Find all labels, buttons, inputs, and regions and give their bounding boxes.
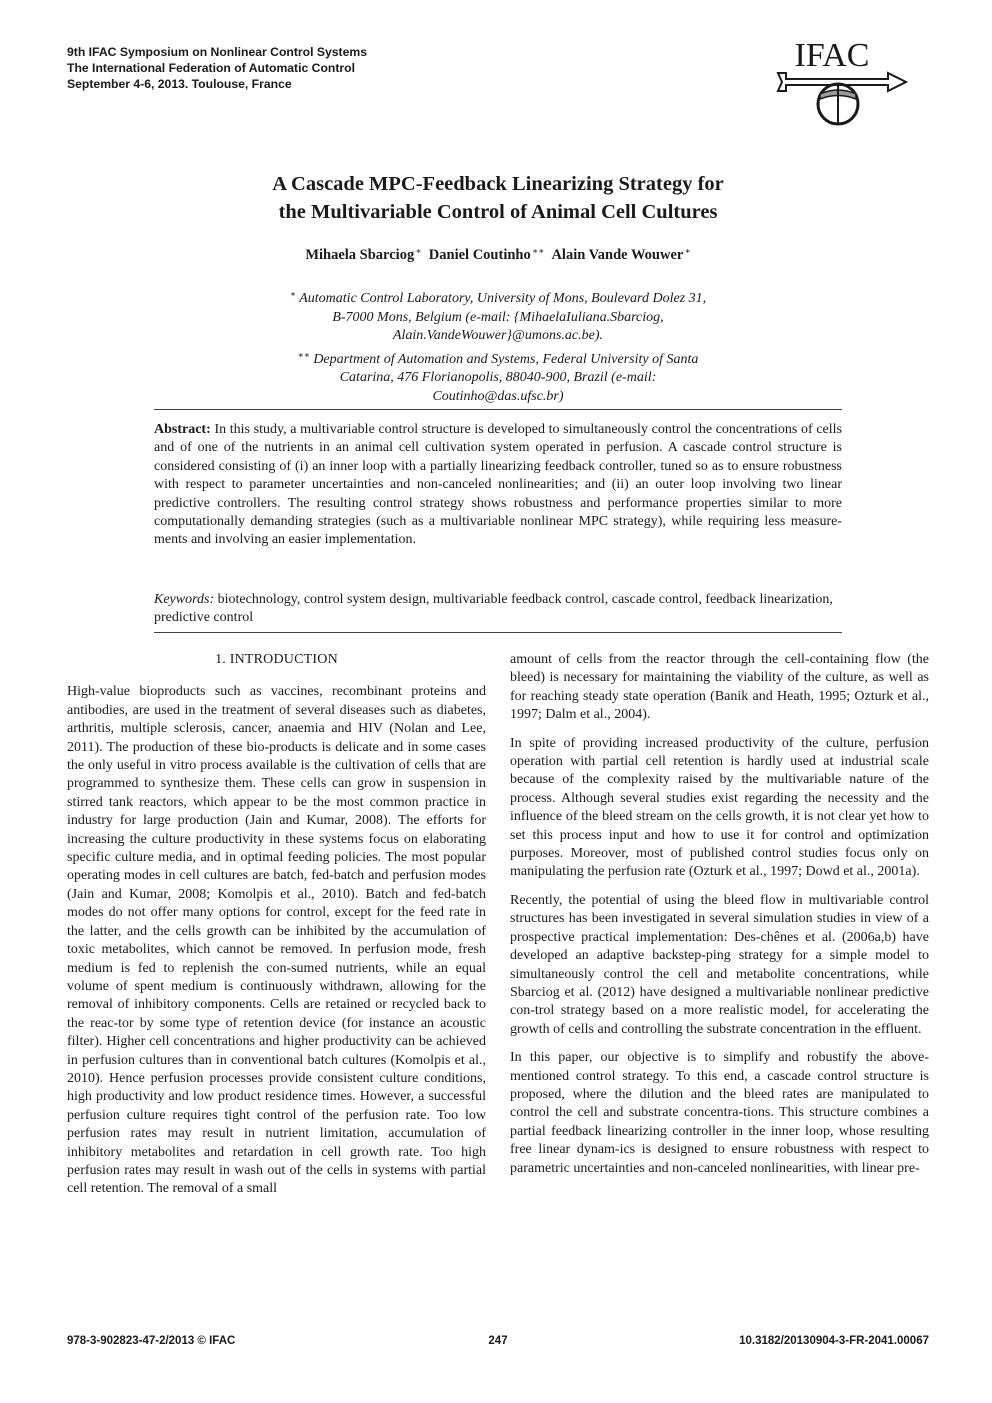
abstract-text: In this study, a multivariable control structure is developed to simultaneously control the concentrations of cells and of one of the nutrients in an animal cell cultivation system operated in perfusion. A cascade control structure is considered consisting of (i) an inner loop with a partially linearizing feedback controller, tuned so as to ensure robustness with respect to parameter uncertainties and non-canceled nonlinearities; and (ii) an outer loop involving two linear predictive controllers. The resulting control strategy shows robustness and performance properties similar to more computationally demanding strategies (such as a multivariable nonlinear MPC strategy), while requiring less measure-ments and involving an easier implementation. — [154, 422, 842, 548]
conference-header — [67, 44, 367, 92]
keywords-label: Keywords: — [154, 592, 215, 607]
author-name: Daniel Coutinho — [428, 247, 531, 263]
author-list — [150, 246, 846, 264]
footer-isbn: 978-3-902823-47-2/2013 © IFAC — [67, 1335, 236, 1347]
divider-bottom — [154, 632, 842, 633]
header-line-federation: The International Federation of Automatic Control — [67, 61, 355, 75]
author-mark: ∗ — [415, 246, 422, 256]
author-name: Alain Vande Wouwer — [551, 247, 684, 263]
affiliation-line: Alain.VandeWouwer}@umons.ac.be). — [392, 328, 604, 344]
paper-title — [150, 170, 846, 226]
paragraph: High-value bioproducts such as vaccines, recombinant proteins and antibodies, are used in the treatment of several diseases such as diabetes, arthritis, multiple sclerosis, cancer, anaemia and HIV (Nolan and Lee, 2011). The production of these bio-products is delicate and in some cases the only useful in vitro process available is the cultivation of cells that are programmed to synthesize them. These cells can grow in suspension in stirred tank reactors, which appear to be the most common practice in industry for large production (Jain and Kumar, 2008). The efforts for increasing the culture productivity in these systems focus on elaborating specific culture media, and in optimal feeding policies. The most popular operating modes in cell cultures are batch, fed-batch and perfusion modes (Jain and Kumar, 2008; Komolpis et al., 2010). Batch and fed-batch modes do not offer many options for control, except for the feed rate in the latter, and the cells growth can be inhibited by the accumulation of toxic metabolites, which cannot be removed. In perfusion mode, fresh medium is fed to replenish the con-sumed nutrients, while an equal volume of spent medium is continuously withdrawn, allowing for the removal of inhibitory components. Cells are retained or recycled back to the reac-tor by some type of retention device (for instance an acoustic filter). Higher cell concentrations and higher productivity can be achieved in perfusion cultures than in conventional batch cultures (Komolpis et al., 2010). Hence perfusion processes provide consistent culture conditions, high productivity and low product residence times. However, a successful perfusion culture requires tight control of the perfusion rate. Too low perfusion rates may result in nutrient limitation, accumulation of inhibitory metabolites and retardation in cell growth rate. Too high perfusion rates may result in wash out of the cells in systems with partial cell retention. The removal of a small — [67, 684, 486, 1197]
paragraph: amount of cells from the reactor through the cell-containing flow (the bleed) is necessary for maintaining the viability of the culture, as well as for reaching steady state operation (Banik and Heath, 1995; Ozturk et al., 1997; Dalm et al., 2004). — [510, 652, 929, 723]
affiliation-line: ∗ Automatic Control Laboratory, University of Mons, Boulevard Dolez 31, — [289, 289, 707, 306]
paragraph: In this paper, our objective is to simplify and robustify the above-mentioned control strategy. To this end, a cascade control structure is proposed, where the dilution and the bleed rates are manipulated to control the cell and substrate concentra-tions. This structure combines a partial feedback linearizing controller in the inner loop, whose resulting free linear dynam-ics is designed to ensure robustness with respect to parametric uncertainties and non-canceled nonlinearities, with linear pre- — [510, 1050, 929, 1176]
footer-doi: 10.3182/20130904-3-FR-2041.00067 — [739, 1335, 929, 1347]
affiliation-line: Coutinho@das.ufsc.br) — [432, 388, 564, 404]
affiliation-mark: ∗∗ — [297, 349, 310, 360]
keywords-text: biotechnology, control system design, multivariable feedback control, cascade control, feedback linearization, predictive control — [154, 592, 833, 626]
affiliation-line: ∗∗ Department of Automation and Systems, Federal University of Santa — [297, 349, 699, 367]
divider-top — [154, 409, 842, 410]
header-line-symposium: 9th IFAC Symposium on Nonlinear Control Systems — [67, 45, 367, 59]
abstract — [154, 421, 842, 550]
author-mark: ∗∗ — [531, 246, 545, 256]
ifac-logo-icon — [776, 36, 908, 128]
left-column — [67, 651, 486, 1209]
affiliation-line: Catarina, 476 Florianopolis, 88040-900, Brazil (e-mail: — [339, 370, 657, 386]
paragraph: In spite of providing increased productivity of the culture, perfusion operation with partial cell retention is hardly used at industrial scale because of the complexity raised by the multivariable nature of the process. Although several studies exist regarding the necessity and the influence of the bleed stream on the cells growth, it is not clear yet how to set this process input and how to use it for control and optimization purposes. Moreover, most of published control studies focus only on manipulating the perfusion rate (Ozturk et al., 1997; Dowd et al., 2001a). — [510, 735, 929, 880]
author-name: Mihaela Sbarciog — [305, 247, 415, 263]
affiliation-line: B-7000 Mons, Belgium (e-mail: {MihaelaIuliana.Sbarciog, — [332, 309, 664, 325]
footer-page-number: 247 — [488, 1335, 508, 1347]
ifac-logo-text: IFAC — [794, 37, 870, 74]
ifac-logo — [776, 36, 908, 128]
abstract-label: Abstract: — [154, 422, 211, 437]
section-heading: 1. INTRODUCTION — [215, 652, 338, 667]
title-line-1: A Cascade MPC-Feedback Linearizing Strategy for — [272, 173, 724, 195]
header-line-date-location: September 4-6, 2013. Toulouse, France — [67, 77, 292, 91]
affiliations — [150, 285, 846, 407]
right-column — [510, 651, 929, 1188]
title-line-2: the Multivariable Control of Animal Cell Cultures — [278, 201, 718, 223]
affiliation-mark: ∗ — [289, 289, 296, 299]
paragraph: Recently, the potential of using the bleed flow in multivariable control structures has been investigated in several simulation studies in view of a prospective practical implementation: Des-chênes et al. (2006a,b) have developed an adaptive backstep-ping strategy for a simple model to simultaneously control the cell and metabolite concentrations, while Sbarciog et al. (2012) have designed a multivariable nonlinear predictive con-trol strategy based on a more realistic model, for accelerating the growth of cells and controlling the substrate concentration in the effluent. — [510, 892, 929, 1037]
keywords — [154, 591, 842, 628]
author-mark: ∗ — [684, 246, 691, 256]
